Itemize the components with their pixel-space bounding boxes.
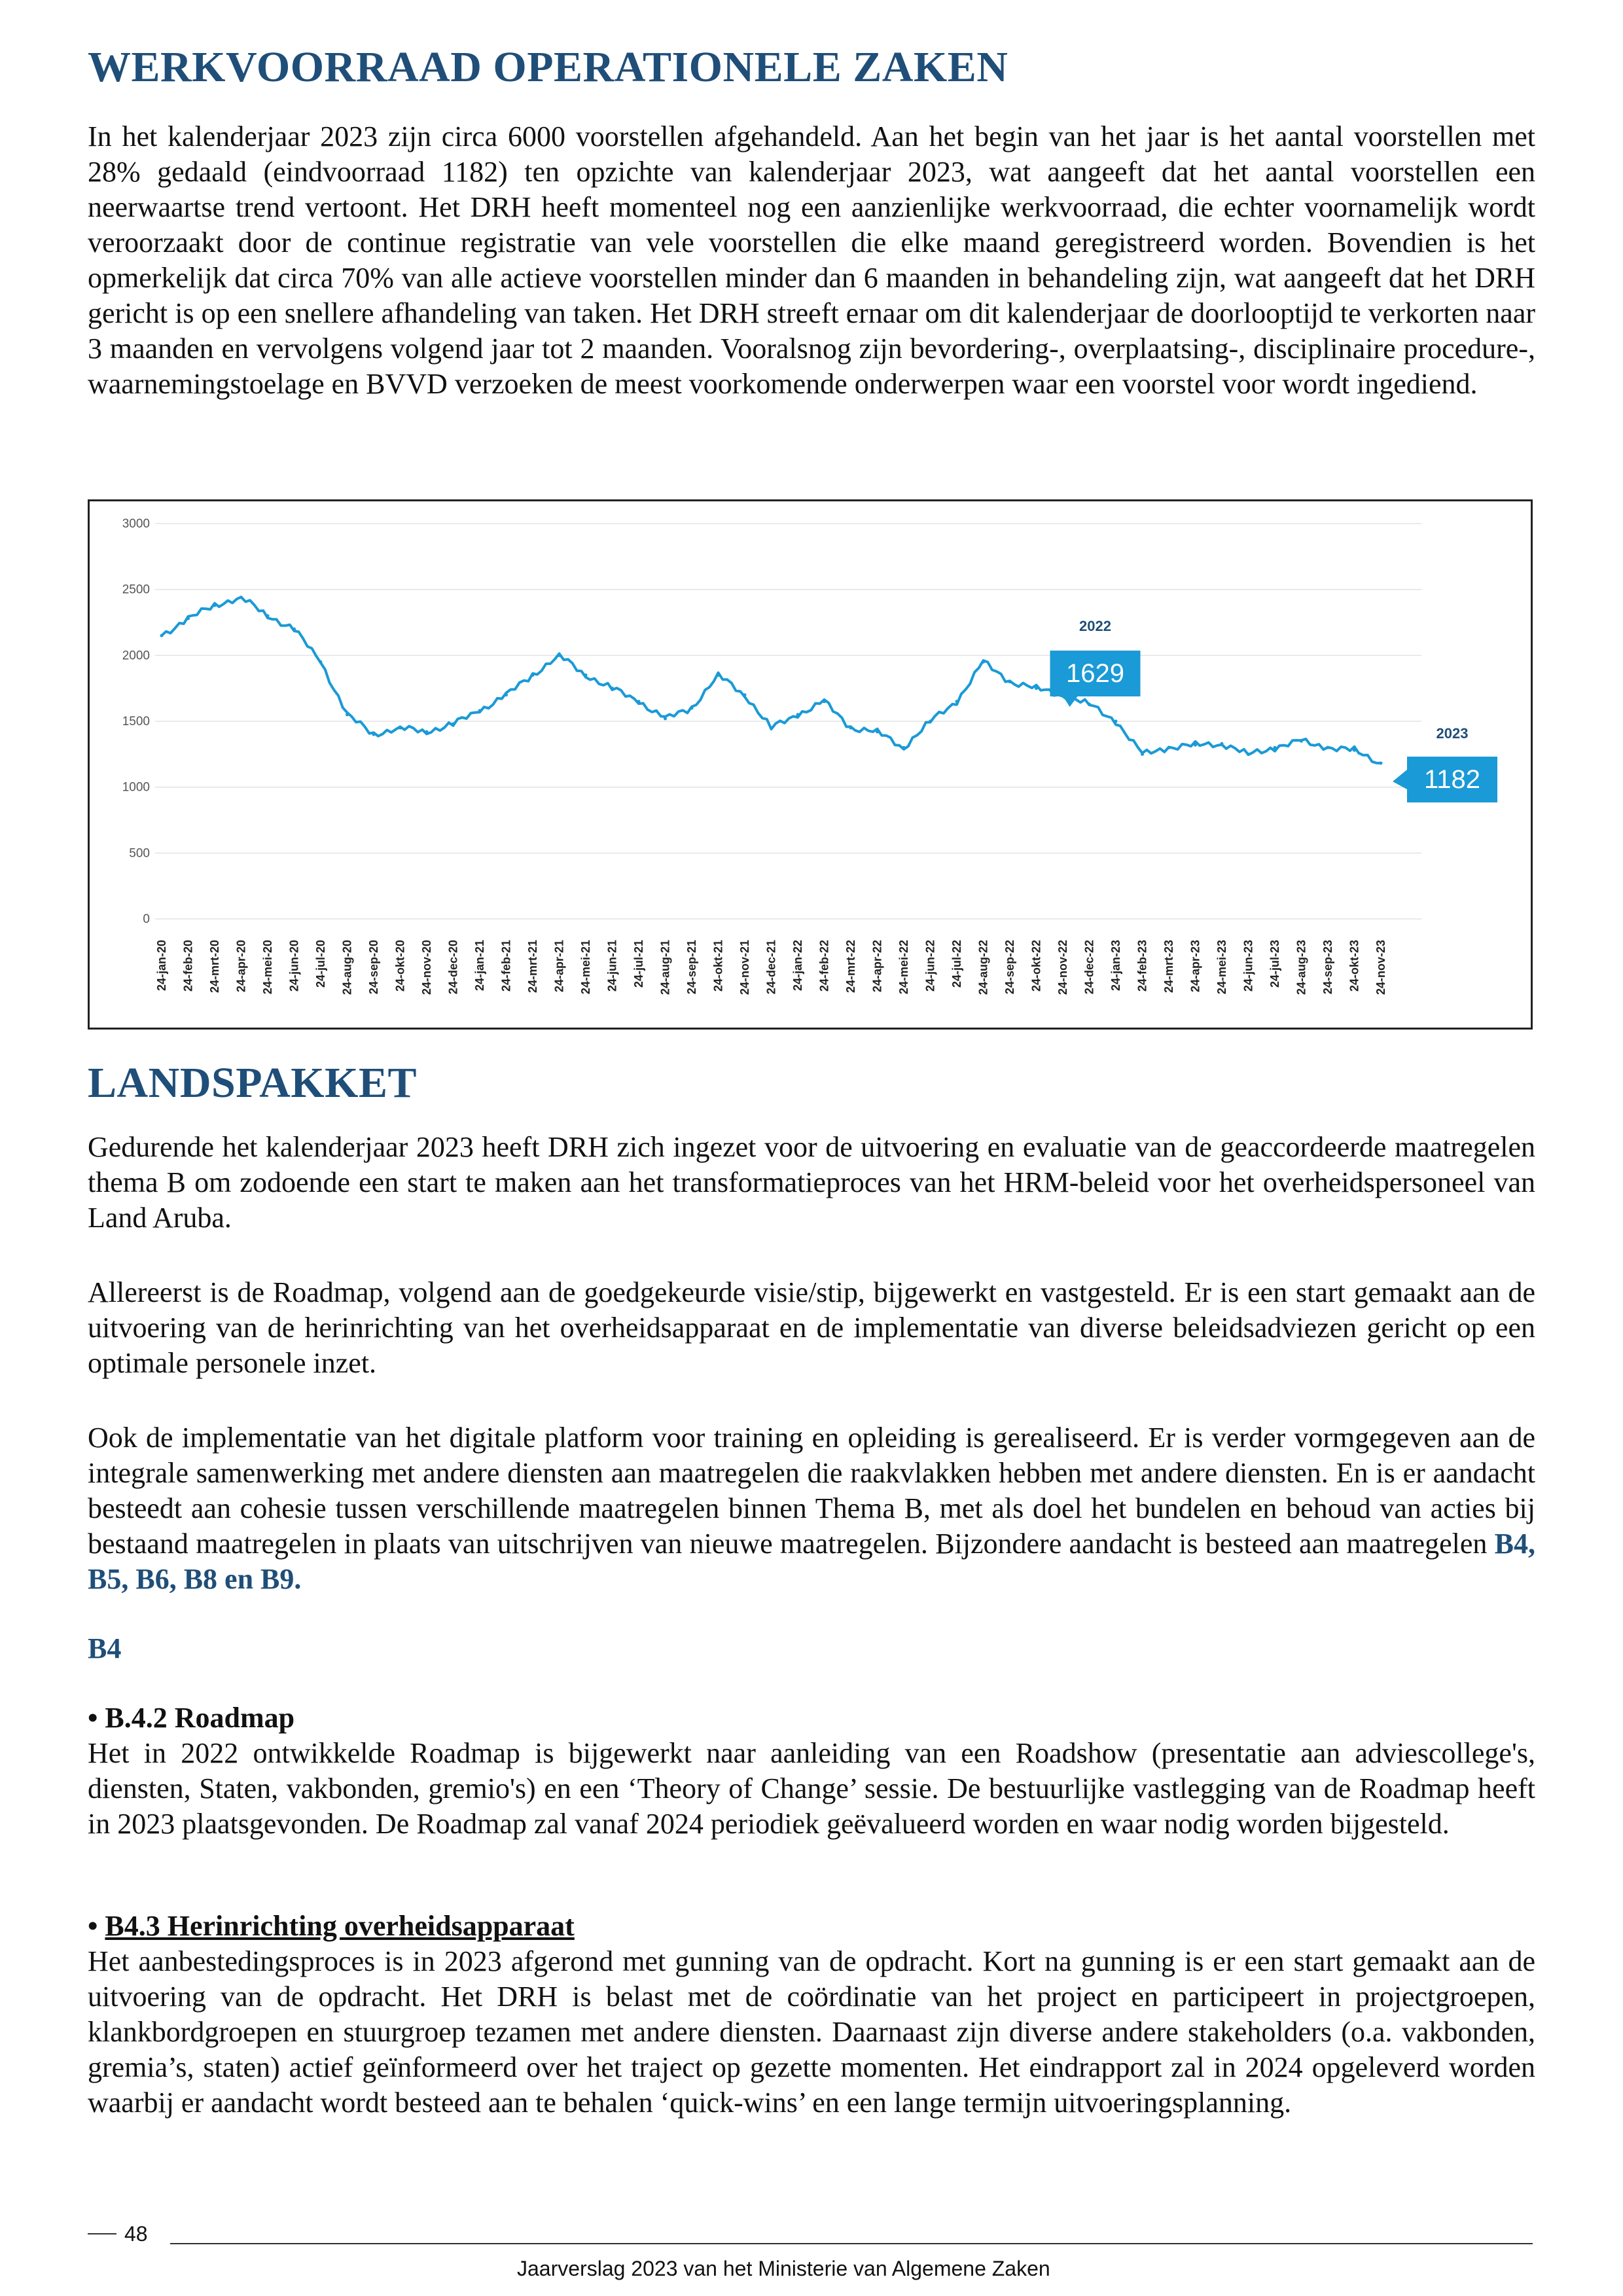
x-tick-label: 24-feb-22 xyxy=(817,940,831,992)
bullet-icon: • xyxy=(88,1702,105,1734)
footer-rule xyxy=(170,2243,1533,2244)
x-tick-label: 24-jan-21 xyxy=(473,940,486,992)
werkvoorraad-chart xyxy=(88,499,1533,1030)
b43-paragraph: Het aanbestedingsproces is in 2023 afgerond met gunning van de opdracht. Kort na gunning is er een start gemaakt aan de uitvoering van de opdracht. Het DRH is belast met de coördinatie van het project en participeert in projectgroepen, klankbordgroepen en stuurgroep tezamen met andere diensten. Daarnaast zijn diverse andere stakeholders (o.a. vakbonden, gremia’s, staten) actief geïnformeerd over het traject op gezette momenten. Het eindrapport zal in 2024 opgeleverd worden waarbij er aandacht wordt besteed aan te behalen ‘quick-wins’ en een lange termijn uitvoeringsplanning. xyxy=(88,1945,1535,2119)
x-tick-label: 24-feb-20 xyxy=(181,940,195,992)
annotation-value: 1629 xyxy=(1066,659,1124,689)
x-tick-label: 24-jul-22 xyxy=(950,940,963,988)
x-tick-label: 24-jan-20 xyxy=(155,940,168,992)
x-tick-label: 24-okt-20 xyxy=(393,940,407,992)
data-point xyxy=(372,733,376,736)
bullet-icon: • xyxy=(88,1910,105,1942)
data-point xyxy=(796,713,800,716)
data-point xyxy=(902,746,906,749)
data-point xyxy=(637,700,641,703)
data-point xyxy=(611,687,614,690)
data-point xyxy=(187,617,190,620)
annotation-year: 2023 xyxy=(1436,725,1469,742)
b42-paragraph: Het in 2022 ontwikkelde Roadmap is bijgewerkt naar aanleiding van een Roadshow (presentatie aan adviescollege's, diensten, Staten, vakbonden, gremio's) en een ‘Theory of Change’ sessie. De bestuurlijke vastlegging van de Roadmap heeft in 2023 plaatsgevonden. De Roadmap zal vanaf 2024 periodiek geëvalueerd worden en waar nodig worden bijgesteld. xyxy=(88,1737,1535,1840)
data-point xyxy=(505,693,508,696)
data-point xyxy=(823,700,826,703)
y-tick-label: 1000 xyxy=(122,780,150,795)
data-point xyxy=(1300,740,1303,743)
x-tick-label: 24-jul-23 xyxy=(1268,940,1281,988)
footer-text: Jaarverslag 2023 van het Ministerie van Algemene Zaken xyxy=(517,2257,1050,2280)
x-tick-label: 24-jan-23 xyxy=(1109,940,1122,992)
x-tick-label: 24-mrt-20 xyxy=(208,940,221,994)
x-tick-label: 24-jun-23 xyxy=(1241,940,1255,992)
data-point xyxy=(849,726,853,730)
data-point xyxy=(266,614,270,617)
x-tick-label: 24-sep-21 xyxy=(685,940,698,995)
x-tick-label: 24-okt-23 xyxy=(1347,940,1361,992)
data-point xyxy=(293,628,296,631)
data-point xyxy=(584,673,588,677)
x-tick-label: 24-jun-21 xyxy=(605,940,619,992)
data-point xyxy=(478,709,482,712)
data-point xyxy=(1221,742,1224,745)
data-point xyxy=(1274,746,1277,749)
data-point xyxy=(1168,746,1171,749)
y-tick-label: 1500 xyxy=(122,715,150,728)
x-tick-label: 24-mei-22 xyxy=(897,940,910,995)
x-tick-label: 24-nov-20 xyxy=(420,940,433,996)
x-tick-label: 24-apr-20 xyxy=(234,940,248,993)
data-point xyxy=(1380,762,1383,765)
x-tick-label: 24-sep-22 xyxy=(1003,940,1016,995)
data-point xyxy=(717,673,720,677)
bullet-b43-title xyxy=(88,1909,1535,1944)
x-tick-label: 24-nov-22 xyxy=(1056,940,1069,996)
series-line-werkvoorraad xyxy=(162,597,1381,763)
section-heading-werkvoorraad: WERKVOORRAAD OPERATIONELE ZAKEN xyxy=(88,43,1008,91)
x-tick-label: 24-apr-22 xyxy=(870,940,884,993)
annotation-year: 2022 xyxy=(1079,618,1111,635)
x-tick-label: 24-jul-20 xyxy=(314,940,327,988)
callout-pointer xyxy=(1063,696,1078,707)
x-tick-label: 24-jun-22 xyxy=(923,940,937,992)
data-point xyxy=(319,660,323,664)
x-tick-label: 24-okt-22 xyxy=(1029,940,1043,992)
data-point xyxy=(399,726,402,730)
x-tick-label: 24-mei-21 xyxy=(579,940,592,995)
data-point xyxy=(770,726,773,730)
data-point xyxy=(240,596,243,599)
x-tick-label: 24-mei-23 xyxy=(1215,940,1228,995)
x-tick-label: 24-aug-22 xyxy=(976,940,990,996)
data-point xyxy=(929,720,932,723)
x-tick-label: 24-aug-20 xyxy=(340,940,354,996)
x-tick-label: 24-mei-20 xyxy=(261,940,274,995)
x-tick-label: 24-jul-21 xyxy=(632,940,645,988)
x-tick-label: 24-okt-21 xyxy=(711,940,725,992)
data-point xyxy=(1247,753,1250,756)
data-point xyxy=(558,654,561,657)
b43-title: B4.3 Herinrichting overheidsapparaat xyxy=(105,1910,575,1942)
data-point xyxy=(425,730,429,734)
y-tick-label: 3000 xyxy=(122,517,150,531)
footer-rule-left xyxy=(88,2233,116,2234)
x-tick-label: 24-apr-23 xyxy=(1188,940,1202,993)
x-tick-label: 24-nov-21 xyxy=(738,940,751,996)
data-point xyxy=(955,700,959,703)
landspakket-paragraph-2: Allereerst is de Roadmap, volgend aan de goedgekeurde visie/stip, bijgewerkt en vastgesteld. Er is een start gemaakt aan de uitvoering van de herinrichting van het overheidsapparaat en de implementatie van diverse beleidsadviezen gericht op een optimale personele inzet. xyxy=(88,1276,1535,1379)
x-tick-label: 24-jun-20 xyxy=(287,940,301,992)
data-point xyxy=(1008,680,1012,683)
x-tick-label: 24-nov-23 xyxy=(1374,940,1387,996)
x-tick-label: 24-dec-21 xyxy=(764,940,778,995)
x-tick-label: 24-sep-23 xyxy=(1321,940,1334,995)
data-point xyxy=(690,706,694,709)
highlighted-measures: B4, B5, B6, B8 en B9. xyxy=(88,1528,1535,1595)
annotation-value: 1182 xyxy=(1423,765,1481,795)
data-point xyxy=(1088,703,1091,706)
y-tick-label: 2500 xyxy=(122,583,150,597)
data-point xyxy=(213,603,217,607)
data-point xyxy=(160,634,164,637)
x-tick-label: 24-aug-21 xyxy=(658,940,672,996)
chart-canvas xyxy=(90,501,1531,1028)
data-point xyxy=(1035,687,1038,690)
data-point xyxy=(452,723,455,726)
data-point xyxy=(876,730,879,734)
bullet-b42-title xyxy=(88,1700,1535,1736)
x-tick-label: 24-apr-21 xyxy=(552,940,566,993)
x-tick-label: 24-dec-20 xyxy=(446,940,460,995)
data-point xyxy=(1353,749,1356,752)
data-point xyxy=(1141,753,1144,756)
data-point xyxy=(1194,744,1197,747)
b42-title: B.4.2 Roadmap xyxy=(105,1702,295,1734)
x-tick-label: 24-aug-23 xyxy=(1294,940,1308,996)
data-point xyxy=(1327,746,1330,749)
page-number: 48 xyxy=(124,2222,148,2246)
x-tick-label: 24-jan-22 xyxy=(791,940,804,992)
data-point xyxy=(664,717,667,720)
werkvoorraad-paragraph: In het kalenderjaar 2023 zijn circa 6000 voorstellen afgehandeld. Aan het begin van het jaar is het aantal voorstellen met 28% gedaald (eindvoorraad 1182) ten opzichte van kalenderjaar 2023, wat aangeeft dat het aantal voorstellen een neerwaartse trend vertoont. Het DRH heeft momenteel nog een aanzienlijke werkvoorraad, die echter voornamelijk wordt veroorzaakt door de continue registratie van vele voorstellen die elke maand geregistreerd worden. Bovendien is het opmerkelijk dat circa 70% van alle actieve voorstellen minder dan 6 maanden in behandeling zijn, wat aangeeft dat het DRH gericht is op een snellere afhandeling van taken. Het DRH streeft ernaar om dit kalenderjaar de doorlooptijd te verkorten naar 3 maanden en vervolgens volgend jaar tot 2 maanden. Vooralsnog zijn bevordering-, overplaatsing-, disciplinaire procedure-, waarnemingstoelage en BVVD verzoeken de meest voorkomende onderwerpen waar een voorstel voor wordt ingediend. xyxy=(88,120,1535,400)
y-tick-label: 0 xyxy=(143,912,150,926)
x-tick-label: 24-mrt-23 xyxy=(1162,940,1175,994)
data-point xyxy=(743,693,747,696)
data-point xyxy=(531,673,535,677)
data-point xyxy=(982,660,985,664)
subheading-b4: B4 xyxy=(88,1632,122,1664)
section-heading-landspakket: LANDSPAKKET xyxy=(88,1059,418,1107)
x-tick-label: 24-dec-22 xyxy=(1082,940,1096,995)
data-point xyxy=(1115,720,1118,723)
y-tick-label: 2000 xyxy=(122,649,150,663)
paragraph-3-text: Ook de implementatie van het digitale platform voor training en opleiding is gerealiseerd. Er is verder vormgegeven aan de integrale samenwerking met andere diensten aan maatregelen die raakvlakken hebben met andere diensten. En is er aandacht besteedt aan cohesie tussen verschillende maatregelen binnen Thema B, met als doel het bundelen en behoud van acties bij bestaand maatregelen in plaats van uitschrijven van nieuwe maatregelen. Bijzondere aandacht is besteed aan maatregelen xyxy=(88,1422,1535,1560)
x-tick-label: 24-feb-23 xyxy=(1135,940,1149,992)
landspakket-paragraph-1: Gedurende het kalenderjaar 2023 heeft DRH zich ingezet voor de uitvoering en evaluatie van de geaccordeerde maatregelen thema B om zodoende een start te maken aan het transformatieproces van het HRM-beleid voor het overheidspersoneel van Land Aruba. xyxy=(88,1131,1535,1234)
callout-pointer xyxy=(1393,770,1407,789)
landspakket-paragraph-3 xyxy=(88,1420,1535,1597)
x-tick-label: 24-mrt-21 xyxy=(526,940,539,994)
y-tick-label: 500 xyxy=(129,846,150,861)
x-tick-label: 24-sep-20 xyxy=(367,940,380,995)
data-point xyxy=(346,713,349,716)
x-tick-label: 24-feb-21 xyxy=(499,940,513,992)
x-tick-label: 24-mrt-22 xyxy=(844,940,857,994)
